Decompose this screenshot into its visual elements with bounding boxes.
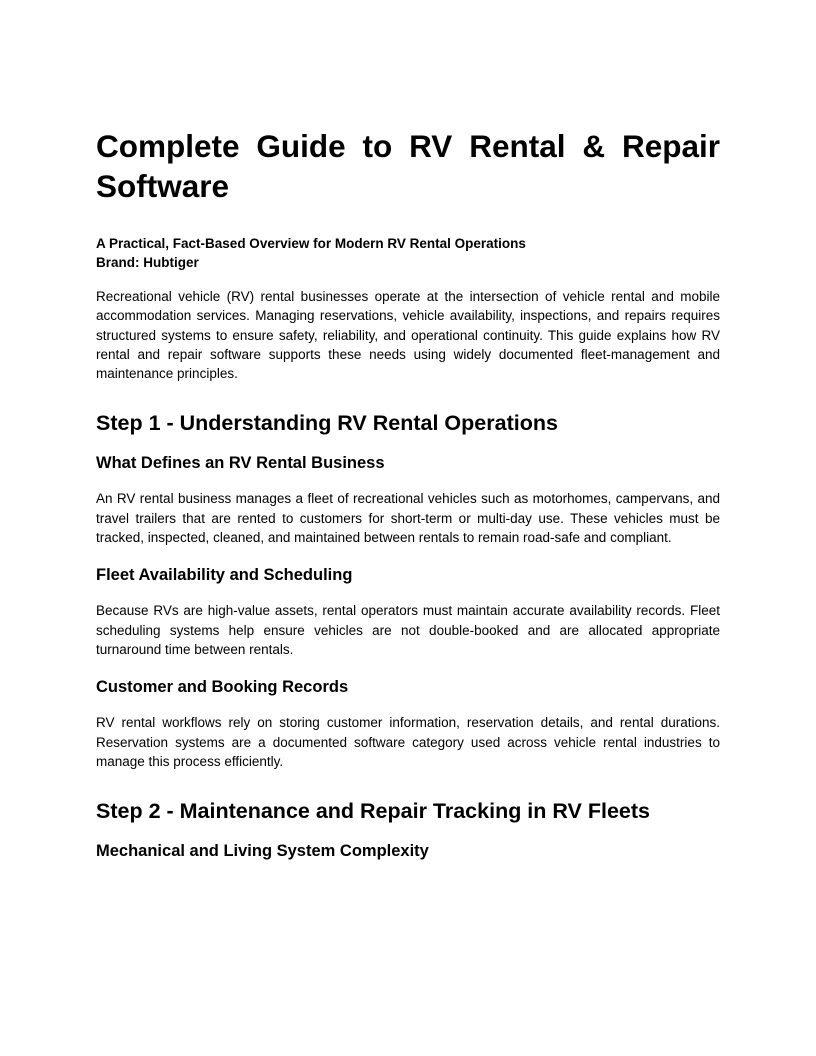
- section-heading-what-defines: What Defines an RV Rental Business: [96, 454, 385, 473]
- section-heading-customer-records: Customer and Booking Records: [96, 678, 349, 697]
- intro-paragraph: Recreational vehicle (RV) rental businesses operate at the intersection of vehicle rental and mobile accommodation services. Managing reservations, vehicle availability, inspections, and repairs requires structured systems to ensure safety, reliability, and operational continuity. This guide explains how RV rental and repair software supports these needs using widely documented fleet-management and maintenance principles.: [96, 289, 720, 382]
- document-subtitle: A Practical, Fact-Based Overview for Modern RV Rental Operations: [96, 236, 526, 251]
- step1-heading: Step 1 - Understanding RV Rental Operations: [96, 411, 558, 436]
- section-paragraph-fleet-availability: Because RVs are high-value assets, rental operators must maintain accurate availability records. Fleet scheduling systems help ensure vehicles are not double-booked and are allocated appropriate turnaround time between rentals.: [96, 603, 720, 657]
- brand-line: Brand: Hubtiger: [96, 255, 199, 270]
- section-heading-fleet-availability: Fleet Availability and Scheduling: [96, 566, 353, 585]
- step2-heading: Step 2 - Maintenance and Repair Tracking in RV Fleets: [96, 799, 650, 824]
- document-title: Complete Guide to RV Rental & Repair Software: [96, 128, 720, 204]
- section-heading-mechanical-living: Mechanical and Living System Complexity: [96, 842, 429, 861]
- section-paragraph-what-defines: An RV rental business manages a fleet of recreational vehicles such as motorhomes, campervans, and travel trailers that are rented to customers for short-term or multi-day use. These vehicles must be tracked, inspected, cleaned, and maintained between rentals to remain road-safe and compliant.: [96, 491, 720, 546]
- section-paragraph-customer-records: RV rental workflows rely on storing customer information, reservation details, and rental durations. Reservation systems are a documented software category used across vehicle rental industries to manage this process efficiently.: [96, 715, 720, 769]
